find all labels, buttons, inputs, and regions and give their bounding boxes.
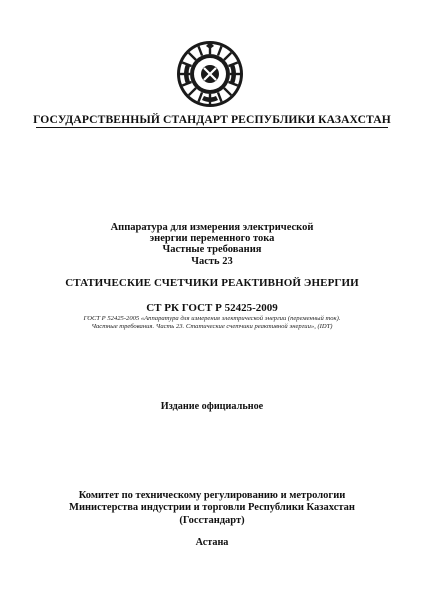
title-line-4: Часть 23 [191,255,233,267]
standard-code: СТ РК ГОСТ Р 52425-2009 [146,302,278,314]
standard-description-line-2: Частные требования. Часть 23. Статические счетчики реактивной энергии», (IDT) [91,323,333,331]
title-line-2: энергии переменного тока [149,233,275,245]
title-line-1: Аппаратура для измерения электрической [110,222,314,233]
publisher-line-3: (Госстандарт) [179,514,245,526]
publisher-line-1: Комитет по техническому регулированию и метрологии [78,490,346,501]
title-line-3: Частные требования [162,244,262,256]
header-divider [36,127,388,128]
organization-title: ГОСУДАРСТВЕННЫЙ СТАНДАРТ РЕСПУБЛИКИ КАЗАХСТАН [33,113,391,126]
kazakhstan-emblem-icon [176,40,244,108]
city-label: Астана [195,537,229,548]
standard-description [0,315,424,331]
publisher-block [0,490,424,527]
document-main-title: СТАТИЧЕСКИЕ СЧЕТЧИКИ РЕАКТИВНОЙ ЭНЕРГИИ [65,277,359,289]
edition-label: Издание официальное [160,401,264,412]
standard-description-line-1: ГОСТ Р 52425-2005 «Аппаратура для измерения электрической энергии (переменный ток). [83,315,341,322]
title-block [0,222,424,267]
publisher-line-2: Министерства индустрии и торговли Республики Казахстан [69,502,355,514]
